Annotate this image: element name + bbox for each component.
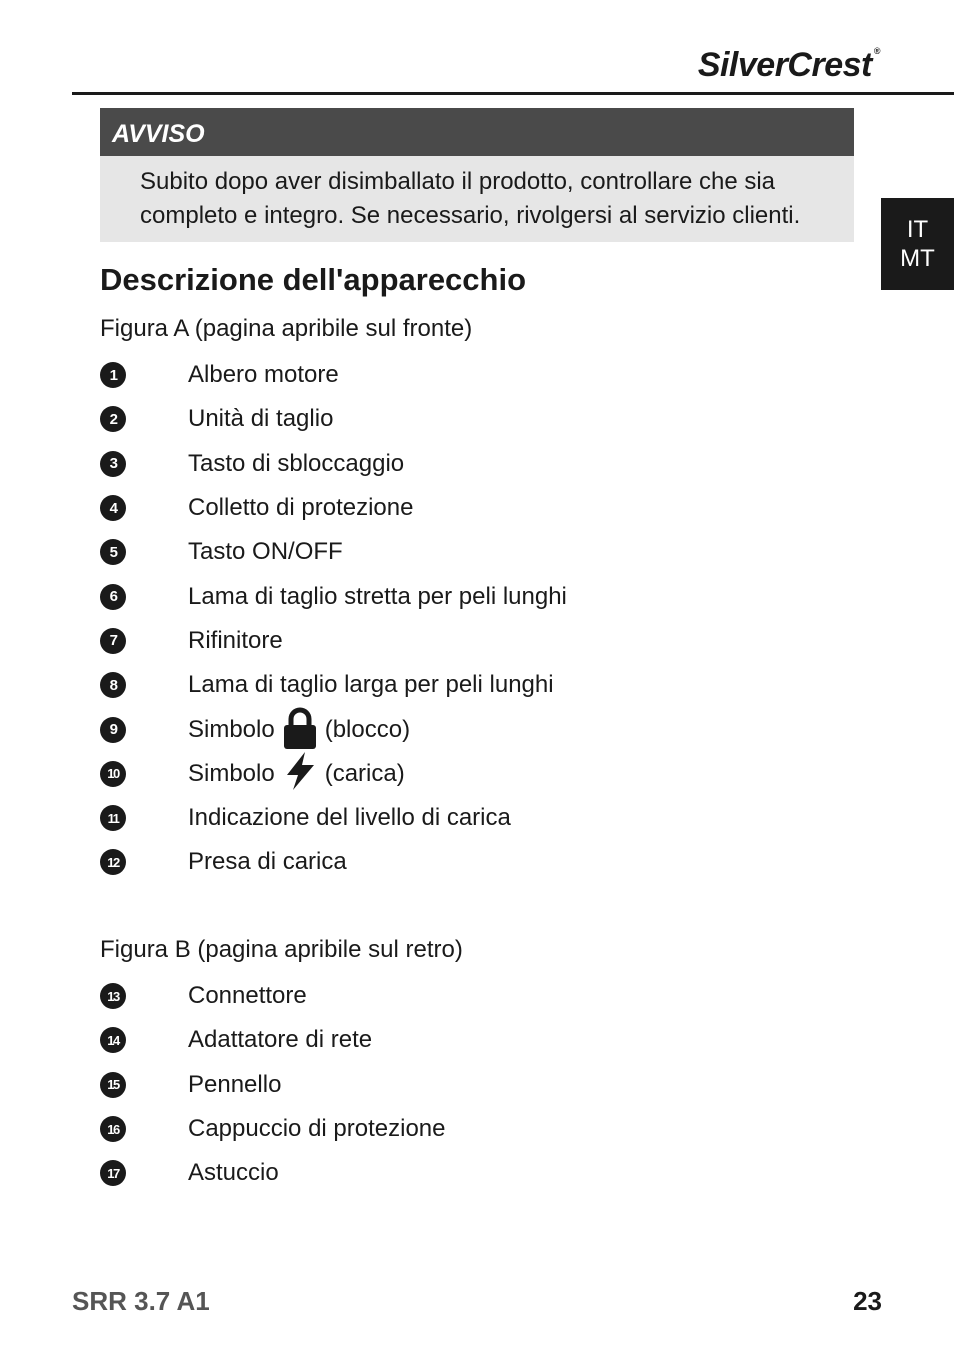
item-label: Tasto di sbloccaggio bbox=[188, 449, 405, 477]
item-label: Albero motore bbox=[188, 361, 339, 389]
item-number: 16 bbox=[100, 1116, 126, 1142]
section-title: Descrizione dell'apparecchio bbox=[100, 262, 527, 297]
list-item bbox=[100, 1063, 282, 1107]
list-item bbox=[100, 530, 343, 574]
item-label: Astuccio bbox=[188, 1159, 279, 1187]
item-number: 13 bbox=[100, 983, 126, 1009]
item-label: Pennello bbox=[188, 1070, 282, 1098]
list-item bbox=[100, 1107, 446, 1151]
item-label: Lama di taglio larga per peli lunghi bbox=[188, 671, 554, 699]
item-label: Simbolo (blocco) bbox=[188, 710, 410, 750]
item-number: 12 bbox=[100, 849, 126, 875]
item-label: Colletto di protezione bbox=[188, 494, 414, 522]
item-number: 2 bbox=[100, 406, 126, 432]
list-item bbox=[100, 574, 567, 618]
list-item bbox=[100, 619, 283, 663]
item-label: Unità di taglio bbox=[188, 405, 334, 433]
figure-b-caption: Figura B (pagina apribile sul retro) bbox=[100, 936, 463, 963]
list-item bbox=[100, 1018, 373, 1062]
list-item bbox=[100, 840, 347, 884]
list-item bbox=[100, 663, 554, 707]
list-item bbox=[100, 442, 405, 486]
list-item bbox=[100, 796, 511, 840]
item-number: 7 bbox=[100, 628, 126, 654]
notice-box bbox=[100, 108, 854, 242]
notice-text: Subito dopo aver disimballato il prodotto, controllare che sia completo e integro. Se necessario, rivolgersi al servizio clienti. bbox=[100, 156, 854, 242]
item-number: 5 bbox=[100, 539, 126, 565]
language-code-mt: MT bbox=[900, 245, 935, 272]
item-label: Rifinitore bbox=[188, 626, 283, 654]
item-number: 11 bbox=[100, 805, 126, 831]
language-code-it: IT bbox=[906, 216, 929, 243]
item-number: 17 bbox=[100, 1160, 126, 1186]
lightning-icon bbox=[283, 751, 317, 791]
list-item bbox=[100, 353, 339, 397]
item-label: Presa di carica bbox=[188, 848, 347, 876]
lock-icon bbox=[283, 706, 317, 750]
item-number: 8 bbox=[100, 672, 126, 698]
list-item bbox=[100, 397, 334, 441]
notice-title: AVVISO bbox=[100, 108, 854, 156]
item-number: 10 bbox=[100, 761, 126, 787]
item-label: Simbolo (carica) bbox=[188, 757, 405, 791]
list-item bbox=[100, 974, 307, 1018]
page-number: 23 bbox=[853, 1286, 882, 1316]
item-number: 1 bbox=[100, 362, 126, 388]
figure-a-caption: Figura A (pagina apribile sul fronte) bbox=[100, 315, 473, 342]
item-label: Connettore bbox=[188, 982, 307, 1010]
list-item bbox=[100, 486, 414, 530]
list-item bbox=[100, 707, 411, 751]
figure-b-list bbox=[100, 974, 446, 1195]
item-number: 6 bbox=[100, 584, 126, 610]
language-tab bbox=[881, 198, 954, 290]
list-item bbox=[100, 1151, 279, 1195]
item-number: 3 bbox=[100, 451, 126, 477]
item-label: Indicazione del livello di carica bbox=[188, 804, 511, 832]
item-label: Adattatore di rete bbox=[188, 1026, 373, 1054]
list-item bbox=[100, 752, 405, 796]
brand-logo: SilverCrest ® bbox=[697, 46, 880, 84]
item-label: Tasto ON/OFF bbox=[188, 538, 343, 566]
item-number: 9 bbox=[100, 717, 126, 743]
item-number: 15 bbox=[100, 1072, 126, 1098]
model-number: SRR 3.7 A1 bbox=[72, 1286, 210, 1316]
header-rule bbox=[72, 92, 954, 95]
item-label: Cappuccio di protezione bbox=[188, 1115, 446, 1143]
item-number: 4 bbox=[100, 495, 126, 521]
item-number: 14 bbox=[100, 1027, 126, 1053]
figure-a-list bbox=[100, 353, 567, 885]
item-label: Lama di taglio stretta per peli lunghi bbox=[188, 582, 567, 610]
